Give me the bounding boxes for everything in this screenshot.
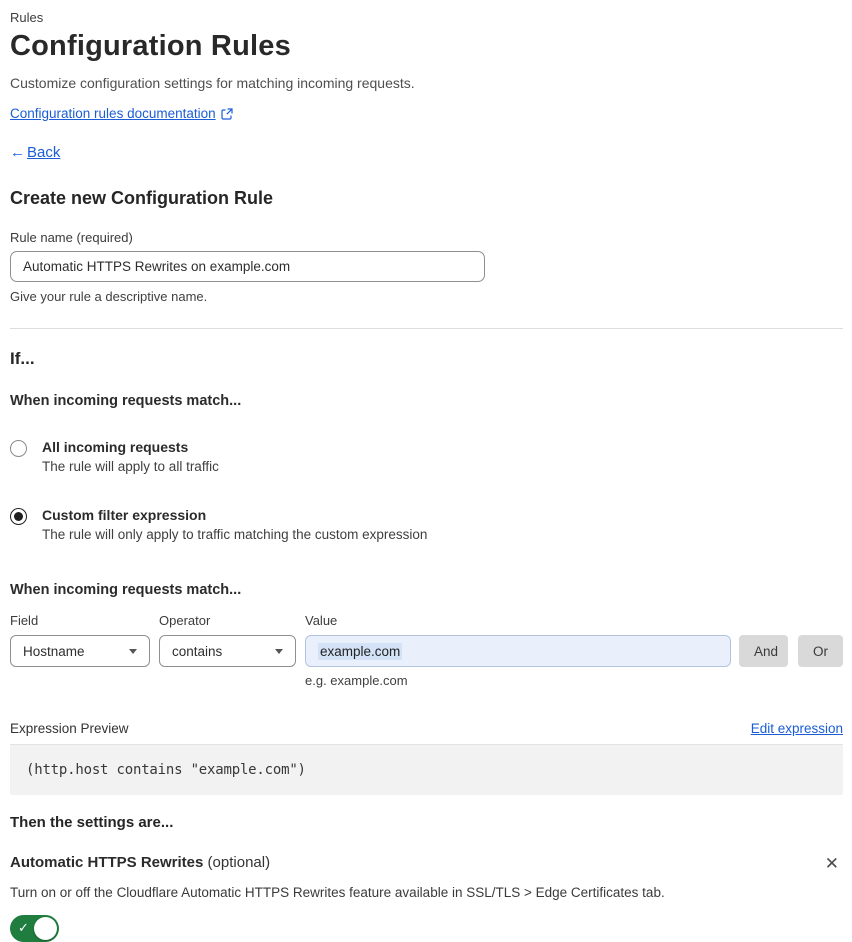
setting-header-row (10, 854, 843, 875)
setting-optional-label: (optional) (203, 854, 271, 871)
radio-option-custom-filter-expression[interactable] (10, 507, 843, 542)
rule-name-input[interactable] (10, 251, 485, 282)
back-link-row (10, 144, 843, 161)
value-input-text: example.com (320, 643, 401, 659)
operator-select-value: contains (172, 643, 223, 659)
chevron-down-icon (275, 649, 283, 654)
value-input[interactable] (305, 635, 731, 667)
edit-expression-link[interactable]: Edit expression (750, 721, 843, 736)
expression-preview-header (10, 721, 843, 736)
field-label: Field (10, 613, 39, 628)
radio-label: Custom filter expression (42, 507, 207, 523)
rule-name-help: Give your rule a descriptive name. (10, 289, 208, 304)
breadcrumb: Rules (10, 10, 44, 25)
radio-label: All incoming requests (42, 439, 189, 455)
documentation-link-row (10, 106, 843, 121)
section-divider (10, 328, 843, 329)
if-heading: If... (10, 349, 35, 368)
value-help-text: e.g. example.com (305, 673, 408, 688)
radio-description: The rule will only apply to traffic matching the custom expression (42, 527, 428, 542)
expression-preview-label: Expression Preview (10, 721, 129, 736)
page-subtitle: Customize configuration settings for matching incoming requests. (10, 75, 415, 91)
value-label: Value (305, 613, 338, 628)
page-title: Configuration Rules (10, 30, 291, 62)
and-button[interactable]: And (739, 635, 788, 667)
field-select-value: Hostname (23, 643, 85, 659)
expression-builder-row (10, 613, 843, 667)
operator-label: Operator (159, 613, 211, 628)
match-heading: When incoming requests match... (10, 393, 242, 409)
field-select[interactable] (10, 635, 150, 667)
builder-heading: When incoming requests match... (10, 582, 242, 598)
back-link[interactable]: Back (27, 144, 61, 161)
operator-select[interactable] (159, 635, 296, 667)
setting-title: Automatic HTTPS Rewrites (10, 854, 204, 871)
radio-unselected-icon[interactable] (10, 440, 27, 457)
radio-description: The rule will apply to all traffic (42, 459, 219, 474)
radio-selected-icon[interactable] (10, 508, 27, 525)
back-arrow-icon: ← (10, 144, 25, 161)
toggle-knob (34, 917, 57, 940)
then-heading: Then the settings are... (10, 814, 174, 831)
check-icon: ✓ (18, 920, 29, 936)
setting-toggle-on[interactable] (10, 915, 59, 942)
or-button[interactable]: Or (798, 635, 843, 667)
create-rule-heading: Create new Configuration Rule (10, 188, 274, 208)
expression-preview-code: (http.host contains "example.com") (10, 745, 843, 795)
external-link-icon (221, 108, 233, 120)
rule-name-label: Rule name (required) (10, 230, 133, 245)
close-icon[interactable]: ✕ (821, 854, 843, 875)
radio-option-all-incoming-requests[interactable] (10, 439, 843, 474)
setting-description: Turn on or off the Cloudflare Automatic HTTPS Rewrites feature available in SSL/TLS > Edge Certificates tab. (10, 885, 665, 900)
chevron-down-icon (129, 649, 137, 654)
documentation-link[interactable]: Configuration rules documentation (10, 106, 216, 121)
